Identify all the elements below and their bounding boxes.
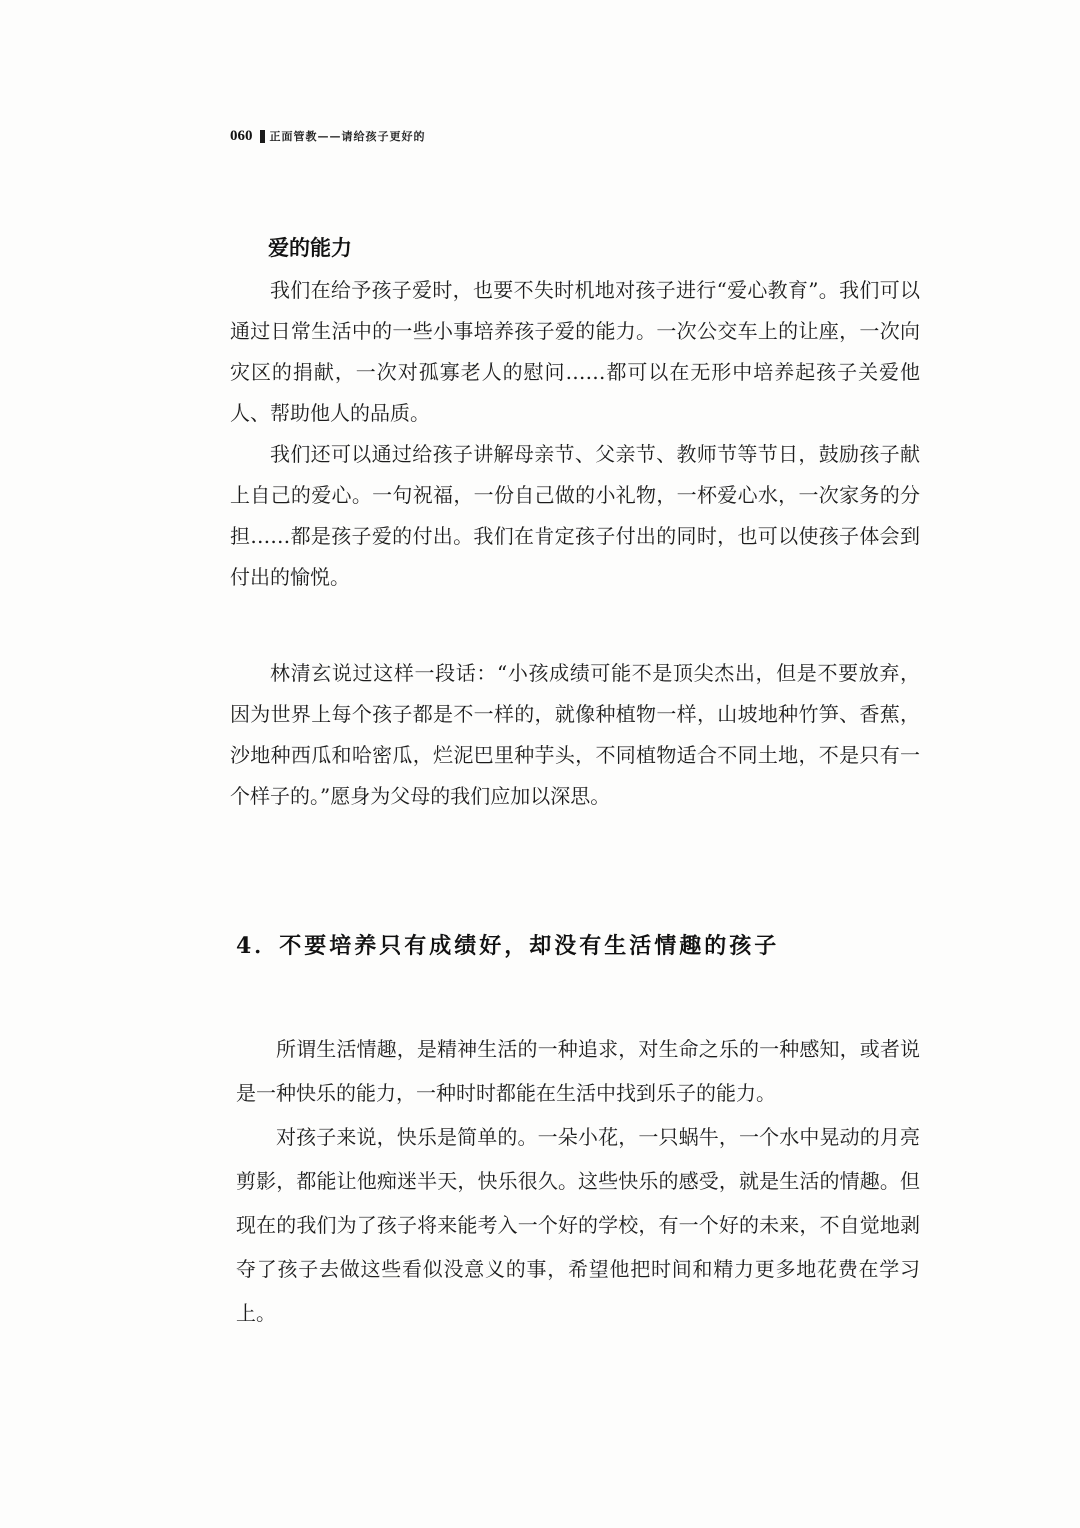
paragraph: 对孩子来说，快乐是简单的。一朵小花，一只蜗牛，一个水中晃动的月亮剪影，都能让他痴迷半天，快乐很久。这些快乐的感受，就是生活的情趣。但现在的我们为了孩子将来能考入一个好的学校，有一个好的未来，不自觉地剥夺了孩子去做这些看似没意义的事，希望他把时间和精力更多地花费在学习上。 [236,1125,920,1325]
running-head [230,126,426,146]
book-title: 正面管教——请给孩子更好的 [269,130,426,143]
running-head-mark [260,130,265,143]
section-body [230,270,920,598]
chapter-heading: 4．不要培养只有成绩好，却没有生活情趣的孩子 [236,933,780,959]
quote-body [230,653,920,817]
paragraph: 林清玄说过这样一段话：“小孩成绩可能不是顶尖杰出，但是不要放弃，因为世界上每个孩子都是不一样的，就像种植物一样，山坡地种竹笋、香蕉，沙地种西瓜和哈密瓜，烂泥巴里种芋头，不同植物适合不同土地，不是只有一个样子的。”愿身为父母的我们应加以深思。 [230,661,920,808]
paragraph: 我们在给予孩子爱时，也要不失时机地对孩子进行“爱心教育”。我们可以通过日常生活中的一些小事培养孩子爱的能力。一次公交车上的让座，一次向灾区的捐献，一次对孤寡老人的慰问……都可以在无形中培养起孩子关爱他人、帮助他人的品质。 [230,278,920,425]
paragraph: 我们还可以通过给孩子讲解母亲节、父亲节、教师节等节日，鼓励孩子献上自己的爱心。一句祝福，一份自己做的小礼物，一杯爱心水，一次家务的分担……都是孩子爱的付出。我们在肯定孩子付出的同时，也可以使孩子体会到付出的愉悦。 [230,442,920,589]
chapter-body [236,1027,920,1335]
paragraph: 所谓生活情趣，是精神生活的一种追求，对生命之乐的一种感知，或者说是一种快乐的能力，一种时时都能在生活中找到乐子的能力。 [236,1037,920,1105]
page-number: 060 [230,127,253,144]
section-heading: 爱的能力 [268,235,352,260]
